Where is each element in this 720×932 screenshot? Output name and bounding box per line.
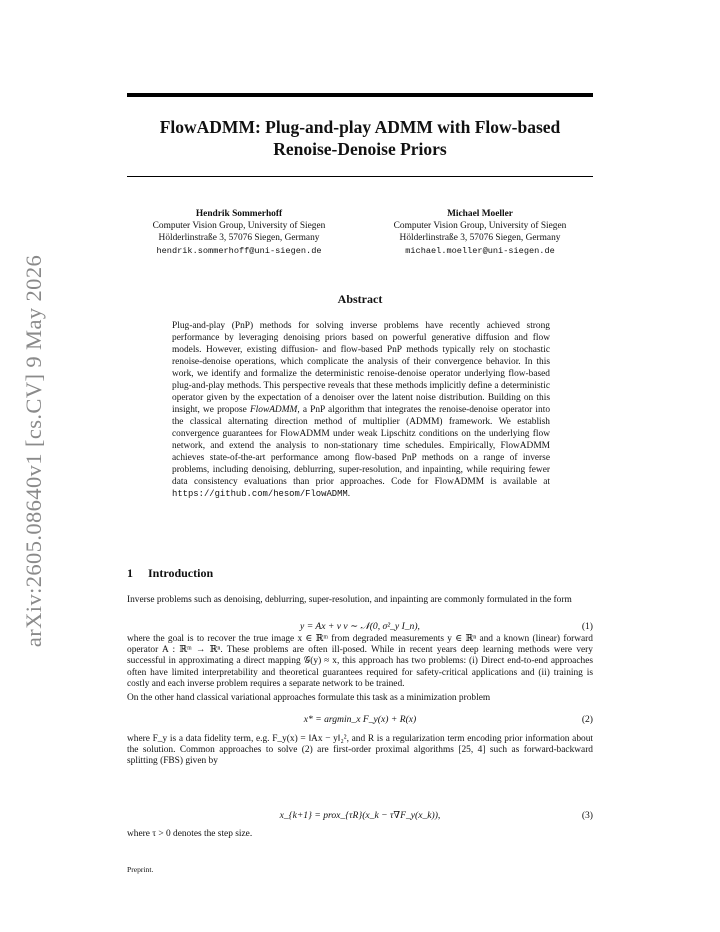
intro-paragraph-1: Inverse problems such as denoising, deblurring, super-resolution, and inpainting are commonly formulated in the form [127,595,572,605]
equation-2 [127,714,593,727]
equation-text: x_{k+1} = prox_{τR}(x_k − τ∇F_y(x_k)), [279,810,441,821]
method-name: FlowADMM [249,405,298,415]
author-address: Hölderlinstraße 3, 57076 Siegen, Germany [399,233,561,244]
arxiv-identifier-text: arXiv:2605.08640v1 [cs.CV] 9 May 2026 [21,254,46,648]
section-title: Introduction [148,566,214,580]
equation-3 [127,810,593,823]
author-email[interactable]: hendrik.sommerhoff@uni-siegen.de [156,245,322,256]
equation-number: (1) [581,621,593,632]
equation-text: y = Ax + ν ν ∼ 𝒩(0, σ²_y I_n), [300,621,420,632]
abstract-text: Plug-and-play (PnP) methods for solving inverse problems have recently achieved strong performance by leveraging denoising priors based on powerful generative diffusion and flow models. However, existing diffusion- and flow-based PnP methods typically rely on stochastic renoise-denoise operations, which complicate the analysis of their convergence behavior. In this work, we identify and formalize the deterministic renoise-denoise operator underlying flow-based plug-and-play methods. This perspective reveals that these methods implicitly define a deterministic operator given by the expectation of a denoiser over the latent noise distribution. Building on this insight, we propose [172,321,550,415]
abstract-text: , a PnP algorithm that integrates the renoise-denoise operator into the classical alternating direction method of multiplier (ADMM) framework. We establish convergence guarantees for FlowADMM under weak Lipschitz conditions on the underlying flow network, and extend the analysis to non-stationary time schedules. Empirically, FlowADMM achieves state-of-the-art performance among flow-based PnP methods on a range of inverse problems, including denoising, deblurring, super-resolution, and inpainting, while requiring fewer data consistency evaluations than prior approaches. Code for FlowADMM is available at [172,405,551,487]
author-block-2 [365,208,595,257]
equation-number: (2) [581,714,593,725]
abstract-body [172,320,550,500]
abstract-text-end: . [347,489,351,499]
equation-1 [127,621,593,634]
intro-paragraph-5: where τ > 0 denotes the step size. [127,829,253,839]
author-affiliation: Computer Vision Group, University of Siegen [393,221,567,232]
arxiv-identifier-stamp [17,254,51,648]
code-url-link[interactable]: https://github.com/hesom/FlowADMM [172,489,348,499]
preprint-footer: Preprint. [127,865,154,874]
abstract-heading: Abstract [337,292,383,306]
author-name: Michael Moeller [447,209,513,219]
title-bottom-rule [127,176,593,177]
section-number: 1 [127,566,133,580]
author-email[interactable]: michael.moeller@uni-siegen.de [405,245,555,256]
title-top-rule [127,93,593,97]
equation-text: x* = argmin_x F_y(x) + R(x) [303,714,417,725]
section-heading [127,566,593,581]
intro-paragraph-4: where F_y is a data fidelity term, e.g. F_y(x) = ‖Ax − y‖₂², and R is a regularization term encoding prior information about the solution. Common approaches to solve (2) are first-order proximal algorithms [25, 4] such as forward-backward splitting (FBS) given by [127,734,593,767]
intro-paragraph-2: where the goal is to recover the true image x ∈ ℝᵐ from degraded measurements y ∈ ℝⁿ and a known (linear) forward operator A : ℝᵐ → ℝⁿ. These problems are often ill-posed. While in recent years deep learning methods were very successful in approximating a direct mapping 𝒢(y) ≈ x, this approach has two problems: (i) Direct end-to-end approaches often have limited interpretability and theoretical guarantees required for safety-critical applications and (ii) training is costly and each inverse problem requires a separate network to be trained. [127,634,593,689]
author-block-1 [124,208,354,257]
author-name: Hendrik Sommerhoff [195,209,283,219]
equation-number: (3) [581,810,593,821]
author-address: Hölderlinstraße 3, 57076 Siegen, Germany [158,233,320,244]
author-affiliation: Computer Vision Group, University of Siegen [152,221,326,232]
paper-title: FlowADMM: Plug-and-play ADMM with Flow-based Renoise-Denoise Priors [159,117,561,159]
intro-paragraph-3: On the other hand classical variational approaches formulate this task as a minimization problem [127,693,491,703]
